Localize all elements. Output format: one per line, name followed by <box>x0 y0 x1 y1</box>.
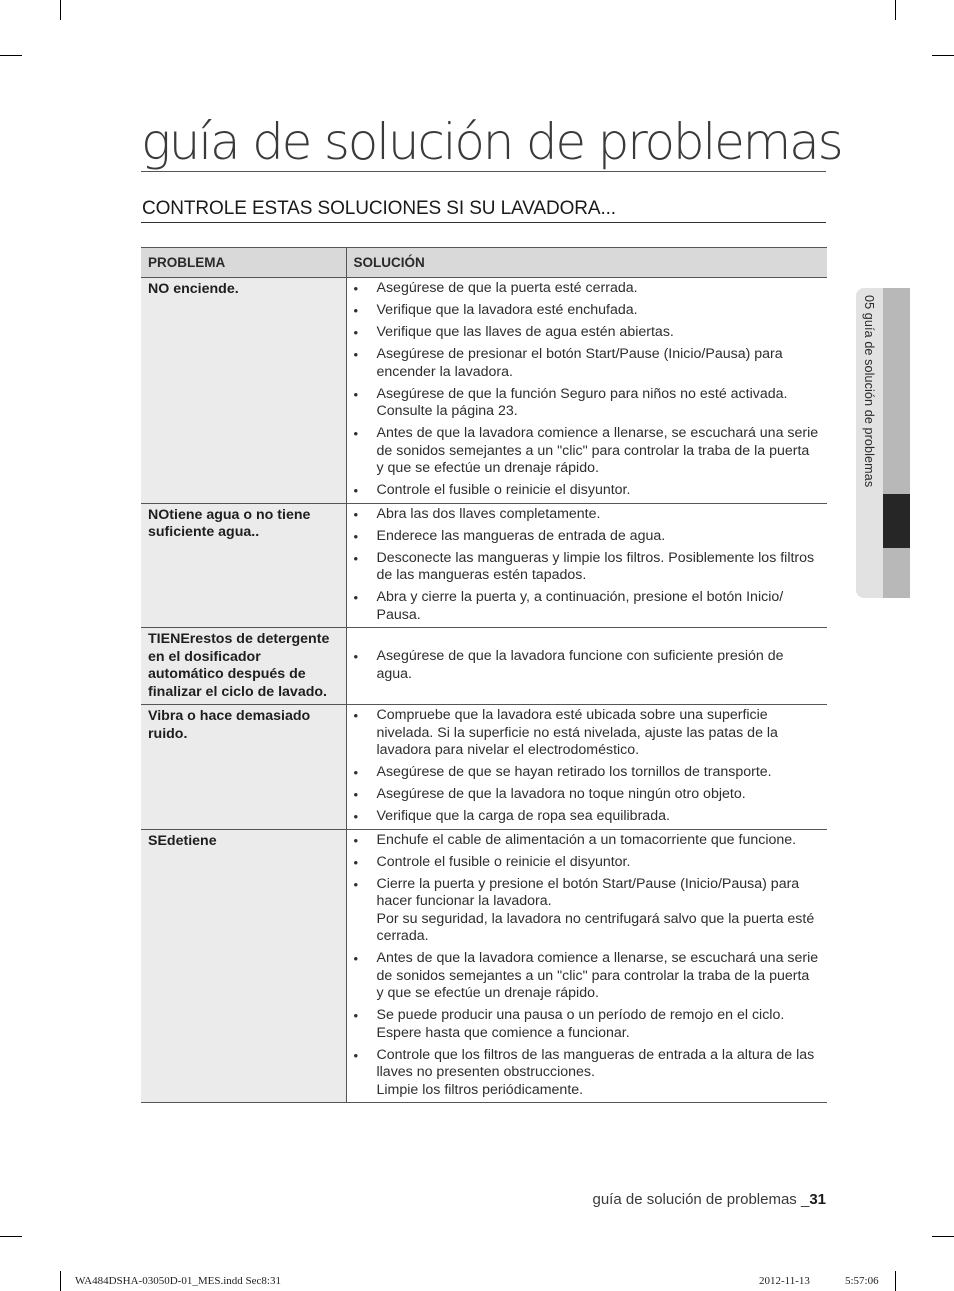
solution-item: • Asegúrese de que la puerta esté cerrada. <box>347 280 821 298</box>
crop-mark <box>60 1271 61 1291</box>
crop-mark <box>895 0 896 20</box>
chapter-tab-strip <box>883 548 910 598</box>
table-header-row <box>141 248 827 278</box>
problem-cell: Vibra o hace demasiado ruido. <box>141 705 346 830</box>
crop-mark <box>0 55 22 56</box>
table-body <box>141 278 827 1103</box>
column-header-solution: SOLUCIÓN <box>346 248 827 278</box>
chapter-tab-label: 05 guía de solución de problemas <box>862 295 876 488</box>
chapter-tab-strip <box>883 288 910 494</box>
page-title: guía de solución de problemas <box>141 113 842 171</box>
solution-item: • Desconecte las mangueras y limpie los filtros. Posiblemente los filtros de las mangueras estén tapados. <box>347 550 821 585</box>
solution-item: • Asegúrese de que la lavadora funcione con suficiente presión de agua. <box>347 648 821 683</box>
solution-item: • Enderece las mangueras de entrada de agua. <box>347 528 821 546</box>
solution-item: • Cierre la puerta y presione el botón Start/Pause (Inicio/Pausa) para hacer funcionar la lavadora. Por su seguridad, la lavadora no centrifugará salvo que la puerta esté cerrada. <box>347 876 821 946</box>
solution-item: • Controle que los filtros de las mangueras de entrada a la altura de las llaves no presenten obstrucciones. Limpie los filtros periódicamente. <box>347 1047 821 1100</box>
crop-mark <box>0 1236 22 1237</box>
crop-mark <box>932 55 954 56</box>
problem-cell: NO enciende. <box>141 278 346 504</box>
solution-item: • Verifique que la lavadora esté enchufada. <box>347 302 821 320</box>
table-row <box>141 503 827 628</box>
solution-item: • Antes de que la lavadora comience a llenarse, se escuchará una serie de sonidos semejantes a un "clic" para controlar la traba de la puerta y que se efectúe un drenaje rápido. <box>347 950 821 1003</box>
solution-item: • Controle el fusible o reinicie el disyuntor. <box>347 482 821 500</box>
solution-item: • Verifique que la carga de ropa sea equilibrada. <box>347 808 821 826</box>
solution-item: • Asegúrese de que se hayan retirado los tornillos de transporte. <box>347 764 821 782</box>
print-slug-file: WA484DSHA-03050D-01_MES.indd Sec8:31 <box>75 1275 281 1287</box>
solution-item: • Verifique que las llaves de agua estén abiertas. <box>347 324 821 342</box>
solution-cell <box>346 705 827 830</box>
solution-cell <box>346 829 827 1103</box>
section-heading: CONTROLE ESTAS SOLUCIONES SI SU LAVADORA... <box>142 198 616 219</box>
solution-item: • Controle el fusible o reinicie el disyuntor. <box>347 854 821 872</box>
solution-list <box>347 648 821 683</box>
solution-item: • Abra las dos llaves completamente. <box>347 506 821 524</box>
problem-cell: SEdetiene <box>141 829 346 1103</box>
troubleshooting-table <box>141 247 827 1103</box>
solution-item: • Asegúrese de que la lavadora no toque ningún otro objeto. <box>347 786 821 804</box>
page-number: 31 <box>809 1191 826 1208</box>
solution-cell <box>346 278 827 504</box>
solution-list <box>347 506 821 625</box>
solution-item: • Abra y cierre la puerta y, a continuación, presione el botón Inicio/ Pausa. <box>347 589 821 624</box>
table-row <box>141 278 827 504</box>
section-divider <box>141 222 826 223</box>
solution-list <box>347 832 821 1100</box>
title-underline <box>141 171 826 172</box>
table-row <box>141 829 827 1103</box>
solution-cell <box>346 503 827 628</box>
column-header-problem: PROBLEMA <box>141 248 346 278</box>
table-row <box>141 705 827 830</box>
solution-cell <box>346 628 827 705</box>
table-row <box>141 628 827 705</box>
problem-cell: TIENErestos de detergente en el dosificador automático después de finalizar el ciclo de lavado. <box>141 628 346 705</box>
page-footer <box>593 1191 827 1208</box>
footer-text: guía de solución de problemas _ <box>592 1191 810 1208</box>
solution-list <box>347 707 821 826</box>
print-slug-time: 5:57:06 <box>845 1275 879 1287</box>
chapter-tab-marker <box>883 494 910 548</box>
solution-list <box>347 280 821 500</box>
solution-item: • Asegúrese de presionar el botón Start/Pause (Inicio/Pausa) para encender la lavadora. <box>347 346 821 381</box>
crop-mark <box>60 0 61 20</box>
solution-item: • Compruebe que la lavadora esté ubicada sobre una superficie nivelada. Si la superficie no está nivelada, ajuste las patas de la lavadora para nivelar el electrodoméstico. <box>347 707 821 760</box>
solution-item: • Se puede producir una pausa o un período de remojo en el ciclo. Espere hasta que comience a funcionar. <box>347 1007 821 1042</box>
crop-mark <box>895 1271 896 1291</box>
print-slug-date: 2012-11-13 <box>759 1275 810 1287</box>
problem-cell: NOtiene agua o no tiene suficiente agua.. <box>141 503 346 628</box>
solution-item: • Antes de que la lavadora comience a llenarse, se escuchará una serie de sonidos semejantes a un "clic" para controlar la traba de la puerta y que se efectúe un drenaje rápido. <box>347 425 821 478</box>
crop-mark <box>932 1236 954 1237</box>
solution-item: • Asegúrese de que la función Seguro para niños no esté activada. Consulte la página 23. <box>347 386 821 421</box>
solution-item: • Enchufe el cable de alimentación a un tomacorriente que funcione. <box>347 832 821 850</box>
